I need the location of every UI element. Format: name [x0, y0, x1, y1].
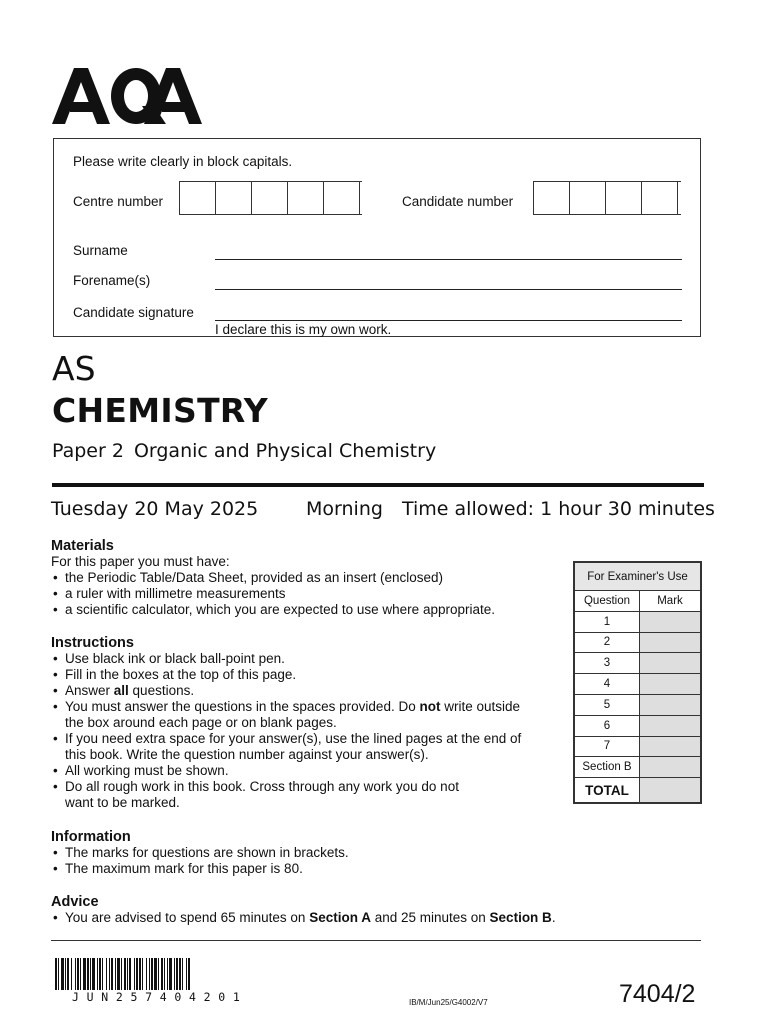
centre-number-digit-box[interactable]: [324, 182, 360, 214]
total-label: TOTAL: [575, 778, 640, 803]
qualification-level: AS: [52, 349, 96, 388]
instruction-text: You must answer the questions in the spaces provided. Do: [65, 699, 420, 714]
exam-date: Tuesday 20 May 2025: [51, 498, 259, 520]
table-row: [575, 632, 701, 653]
question-number: 6: [575, 715, 640, 736]
mark-cell: [640, 757, 701, 778]
instruction-text: the box around each page or on blank pages.: [65, 715, 337, 730]
centre-number-digit-box[interactable]: [180, 182, 216, 214]
block-capitals-instruction: Please write clearly in block capitals.: [73, 154, 293, 169]
barcode: [55, 958, 299, 990]
instructions-section: [51, 635, 561, 811]
question-number: 5: [575, 694, 640, 715]
mark-cell: [640, 674, 701, 695]
question-column-header: Question: [575, 591, 640, 612]
examiner-use-table: [573, 561, 702, 804]
instruction-text: write outside: [440, 699, 521, 714]
exam-session: Morning: [306, 498, 383, 520]
instruction-text: Do all rough work in this book. Cross through any work you do not: [65, 779, 459, 794]
mark-column-header: Mark: [640, 591, 701, 612]
advice-text: and 25 minutes on: [370, 910, 490, 925]
aqa-logo: [52, 62, 202, 126]
advice-heading: Advice: [51, 894, 99, 910]
title-divider: [52, 483, 704, 487]
table-row: [575, 715, 701, 736]
mark-cell: [640, 632, 701, 653]
centre-number-digit-box[interactable]: [252, 182, 288, 214]
candidate-number-label: Candidate number: [402, 194, 514, 209]
instruction-emphasis: not: [419, 699, 441, 714]
total-row: [575, 778, 701, 803]
candidate-number-digit-box[interactable]: [642, 182, 678, 214]
candidate-number-digit-box[interactable]: [534, 182, 570, 214]
materials-intro: For this paper you must have:: [51, 554, 230, 569]
instruction-text: want to be marked.: [65, 795, 180, 810]
instruction-item: [51, 779, 561, 811]
candidate-number-digit-box[interactable]: [570, 182, 606, 214]
materials-section: [51, 538, 561, 618]
instruction-emphasis: all: [113, 683, 129, 698]
centre-number-digit-box[interactable]: [216, 182, 252, 214]
materials-list: [51, 570, 561, 618]
subject-title: CHEMISTRY: [52, 391, 268, 430]
candidate-details-box: [53, 138, 701, 337]
mark-cell: [640, 715, 701, 736]
materials-item: • a scientific calculator, which you are expected to use where appropriate.: [51, 602, 561, 618]
question-number: 4: [575, 674, 640, 695]
table-row: [575, 674, 701, 695]
instruction-item: • All working must be shown.: [51, 763, 561, 779]
candidate-number-digit-box[interactable]: [606, 182, 642, 214]
instruction-item: [51, 731, 561, 763]
question-number: 3: [575, 653, 640, 674]
signature-label: Candidate signature: [73, 305, 194, 320]
table-row: [575, 653, 701, 674]
advice-list: [51, 910, 651, 926]
instructions-heading: Instructions: [51, 635, 134, 651]
forename-label: Forename(s): [73, 273, 151, 288]
advice-section: [51, 894, 651, 926]
information-list: [51, 845, 561, 877]
examiner-use-title: For Examiner's Use: [575, 563, 701, 591]
centre-number-label: Centre number: [73, 194, 164, 209]
table-row: [575, 736, 701, 757]
mark-cell: [640, 736, 701, 757]
question-number: 7: [575, 736, 640, 757]
question-number: 2: [575, 632, 640, 653]
question-number: 1: [575, 611, 640, 632]
paper-number: Paper 2: [52, 440, 124, 462]
advice-emphasis: Section A: [309, 910, 371, 925]
advice-item: [51, 910, 651, 926]
materials-item: • the Periodic Table/Data Sheet, provided as an insert (enclosed): [51, 570, 561, 586]
aqa-logo-graphic: [52, 62, 202, 126]
declaration-text: I declare this is my own work.: [215, 322, 392, 337]
information-item: • The marks for questions are shown in brackets.: [51, 845, 561, 861]
instruction-item: [51, 683, 561, 699]
instruction-text: questions.: [128, 683, 195, 698]
surname-line[interactable]: [215, 259, 682, 260]
barcode-number: JUN257404201: [72, 990, 248, 1004]
table-row: [575, 611, 701, 632]
advice-emphasis: Section B: [489, 910, 552, 925]
mark-cell: [640, 653, 701, 674]
materials-item: • a ruler with millimetre measurements: [51, 586, 561, 602]
paper-name: Organic and Physical Chemistry: [133, 440, 437, 462]
instruction-item: [51, 699, 561, 731]
time-allowed: Time allowed: 1 hour 30 minutes: [402, 498, 715, 520]
advice-text: .: [551, 910, 556, 925]
mark-cell: [640, 694, 701, 715]
materials-heading: Materials: [51, 538, 114, 554]
paper-title: [52, 440, 436, 462]
question-number: Section B: [575, 757, 640, 778]
information-item: • The maximum mark for this paper is 80.: [51, 861, 561, 877]
signature-line[interactable]: [215, 320, 682, 321]
instruction-text: this book. Write the question number against your answer(s).: [65, 747, 429, 762]
candidate-number-field[interactable]: [533, 181, 681, 215]
table-row: [575, 694, 701, 715]
centre-number-digit-box[interactable]: [288, 182, 324, 214]
instructions-list: [51, 651, 561, 811]
instruction-text: If you need extra space for your answer(s), use the lined pages at the end of: [65, 731, 522, 746]
footer-divider: [51, 940, 701, 941]
instruction-text: Answer: [65, 683, 114, 698]
paper-reference: IB/M/Jun25/G4002/V7: [409, 998, 488, 1007]
total-mark-cell: [640, 778, 701, 803]
information-heading: Information: [51, 829, 131, 845]
surname-label: Surname: [73, 243, 128, 258]
forename-line[interactable]: [215, 289, 682, 290]
advice-text: You are advised to spend 65 minutes on: [65, 910, 310, 925]
information-section: [51, 829, 561, 877]
mark-cell: [640, 611, 701, 632]
instruction-item: • Fill in the boxes at the top of this page.: [51, 667, 561, 683]
table-row: [575, 757, 701, 778]
instruction-item: • Use black ink or black ball-point pen.: [51, 651, 561, 667]
paper-code: 7404/2: [619, 980, 696, 1008]
centre-number-field[interactable]: [179, 181, 362, 215]
